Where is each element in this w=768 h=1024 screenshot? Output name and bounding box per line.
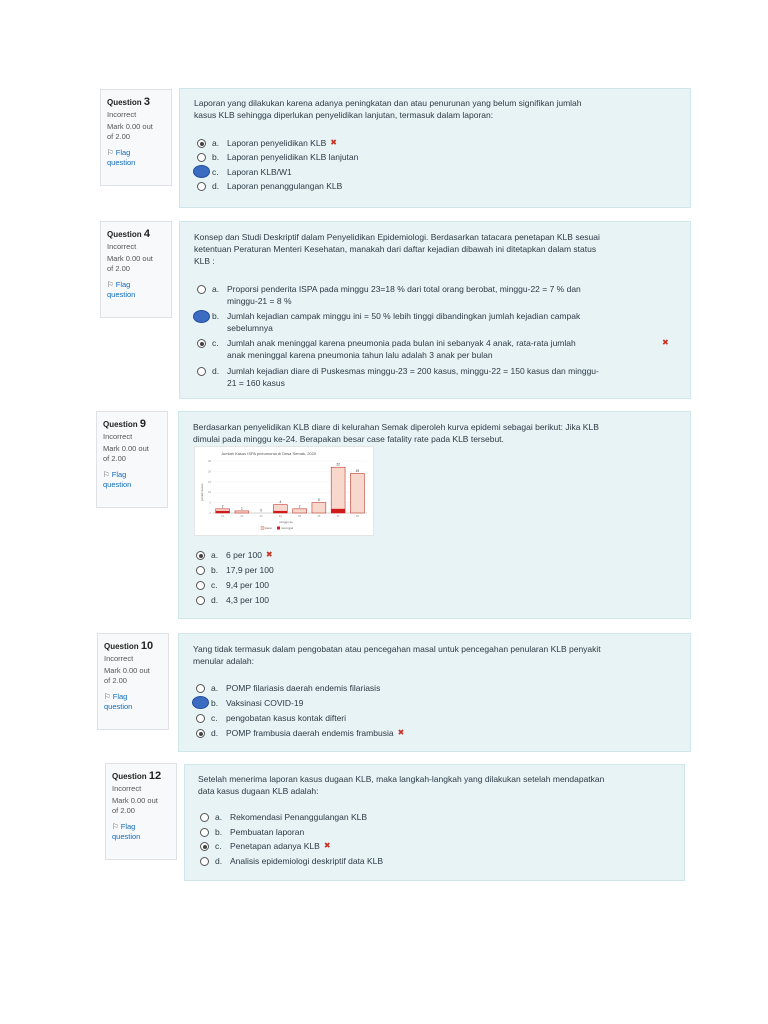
flag-icon: ⚐ [104,692,111,701]
answer-radio-a[interactable] [200,813,209,822]
chart-data-label: 1 [240,506,243,511]
flag-question-link[interactable]: ⚐ Flag question [103,470,132,489]
answer-radio-b[interactable] [193,310,210,323]
question-grade: Mark 0.00 out of 2.00 [107,254,153,273]
question-content-12 [184,764,685,881]
incorrect-icon: ✖ [330,138,337,147]
chart-ytick-label: 20 [208,470,211,474]
question-text: Yang tidak termasuk dalam pengobatan atau pencegahan masal untuk pencegahan penularan KLB penyakit menular adalah: [193,644,601,666]
chart-title: Jumlah Kasus ISPA pneumonia di Desa Semak, 2020 [221,451,317,456]
chart-bar-kasus [312,503,326,513]
chart-ytick-label: 25 [208,460,211,463]
chart-xtick-label: 25 [298,515,302,518]
question-text: Laporan yang dilakukan karena adanya peningkatan dan atau penurunan yang belum signifikan jumlah kasus KLB sehingga diperlukan penyelidikan lanjutan, termasuk dalam laporan: [194,98,582,120]
chart-ytick-label: 0 [209,512,211,515]
answer-option-b[interactable]: b. Vaksinasi COVID-19 [211,698,304,708]
answer-radio-c[interactable] [196,714,205,723]
chart-bar-kasus [293,509,307,513]
incorrect-icon: ✖ [323,841,331,850]
flag-question-link[interactable]: ⚐ Flag question [104,692,133,711]
question-number: Question 9 [103,418,147,430]
chart-legend-label-meninggal: meninggal [281,527,293,530]
chart-legend-swatch-kasus [261,527,264,530]
chart-ytick-label: 15 [208,480,211,484]
answer-radio-c[interactable] [197,339,206,348]
answer-radio-d[interactable] [197,367,206,376]
question-content-3 [179,88,691,208]
answer-option-d[interactable]: d. 4,3 per 100 [211,595,270,605]
answer-option-d[interactable]: d. POMP frambusia daerah endemis frambusia ✖ [211,728,405,738]
answer-radio-b[interactable] [196,566,205,575]
answer-option-a[interactable]: a. Laporan penyelidikan KLB ✖ [212,138,337,148]
chart-legend-swatch-meninggal [277,527,280,530]
question-number: Question 4 [107,228,151,240]
question-state: Incorrect [112,784,142,793]
question-content-10 [178,633,691,752]
chart-xlabel: minggu ke [279,520,293,524]
chart-bar-meninggal [216,511,230,513]
answer-option-a[interactable]: a. 6 per 100 ✖ [211,550,273,560]
chart-bar-kasus [235,511,249,513]
chart-ytick-label: 10 [208,491,211,495]
chart-bar-kasus [331,467,345,513]
question-state: Incorrect [103,432,133,441]
answer-option-c[interactable]: c. Laporan KLB/W1 [212,167,292,177]
chart-xtick-label: 22 [240,515,244,518]
question-info-4 [100,221,172,318]
chart-svg [195,447,373,535]
answer-option-b[interactable]: b. Jumlah kejadian campak minggu ini = 50 % lebih tinggi dibandingkan jumlah kejadian campak sebelumnya [212,311,581,333]
question-info-9 [96,411,168,508]
answer-radio-a[interactable] [196,684,205,693]
chart-ytick-label: 5 [209,501,211,505]
flag-question-link[interactable]: ⚐ Flag question [107,148,136,167]
flag-question-link[interactable]: ⚐ Flag question [107,280,136,299]
answer-radio-c[interactable] [196,581,205,590]
question-text: Konsep dan Studi Deskriptif dalam Penyelidikan Epidemiologi. Berdasarkan tatacara penetapan KLB sesuai ketentuan Peraturan Menteri Kesehatan, manakah dari daftar kejadian dibawah ini ditetapkan dalam status KLB : [194,232,600,266]
answer-option-c[interactable]: c. 9,4 per 100 [211,580,270,590]
chart-xtick-label: 27 [336,515,340,518]
chart-xtick-label: 28 [355,515,359,518]
answer-option-c[interactable]: c. Penetapan adanya KLB ✖ [215,841,331,851]
question-info-12 [105,763,177,860]
answer-option-a[interactable]: a. Proporsi penderita ISPA pada minggu 23=18 % dari total orang berobat, minggu-22 = 7 % dan minggu-21 = 8 % [212,284,581,306]
answer-radio-b[interactable] [197,153,206,162]
chart-bar-meninggal [331,509,345,513]
question-grade: Mark 0.00 out of 2.00 [107,122,153,141]
question-info-3 [100,89,172,186]
question-content-4 [179,221,691,399]
answer-radio-d[interactable] [197,182,206,191]
incorrect-icon: ✖ [397,728,405,737]
incorrect-icon: ✖ [662,338,669,347]
answer-option-a[interactable]: a. Rekomendasi Penanggulangan KLB [215,812,368,822]
incorrect-icon: ✖ [265,550,273,559]
answer-radio-a[interactable] [196,551,205,560]
question-text: Berdasarkan penyelidikan KLB diare di kelurahan Semak diperoleh kurva epidemi sebagai berikut: Jika KLB dimulai pada minggu ke-24. Berapakan besar case fatality rate pada KLB tersebut. [193,422,599,444]
answer-radio-c[interactable] [200,842,209,851]
answer-radio-d[interactable] [200,857,209,866]
answer-radio-d[interactable] [196,596,205,605]
answer-option-d[interactable]: d. Jumlah kejadian diare di Puskesmas minggu-23 = 200 kasus, minggu-22 = 150 kasus dan minggu- 21 = 160 kasus [212,366,599,388]
answer-option-b[interactable]: b. Laporan penyelidikan KLB lanjutan [212,152,359,162]
answer-radio-b[interactable] [200,828,209,837]
answer-radio-a[interactable] [197,139,206,148]
question-info-10 [97,633,169,730]
answer-option-d[interactable]: d. Laporan penanggulangan KLB [212,181,343,191]
chart-data-label: 5 [317,498,320,503]
question-grade: Mark 0.00 out of 2.00 [103,444,149,463]
chart-data-label: 22 [336,462,340,467]
question-number: Question 3 [107,96,151,108]
chart-xtick-label: 21 [221,515,225,518]
chart-ylabel: jumlah kasus [200,483,204,501]
epidemic-curve-chart [194,446,374,536]
answer-option-d[interactable]: d. Analisis epidemiologi deskriptif data KLB [215,856,384,866]
chart-data-label: 2 [221,504,224,509]
chart-bar-kasus [350,473,364,513]
question-number: Question 12 [112,770,162,782]
question-state: Incorrect [107,110,137,119]
flag-icon: ⚐ [112,822,119,831]
chart-bar-meninggal [273,511,287,513]
answer-option-c[interactable]: c. Jumlah anak meninggal karena pneumonia pada bulan ini sebanyak 4 anak, rata-rata jumlah anak meninggal karena pneumonia tahun lalu adalah 3 anak per bulan [212,338,576,360]
chart-data-label: 0 [260,508,263,513]
chart-xtick-label: 24 [278,515,282,518]
answer-option-c[interactable]: c. pengobatan kasus kontak difteri [211,713,347,723]
flag-question-link[interactable]: ⚐ Flag question [112,822,141,841]
question-state: Incorrect [107,242,137,251]
answer-option-a[interactable]: a. POMP filariasis daerah endemis filariasis [211,683,381,693]
answer-radio-a[interactable] [197,285,206,294]
flag-icon: ⚐ [103,470,110,479]
question-state: Incorrect [104,654,134,663]
question-text: Setelah menerima laporan kasus dugaan KLB, maka langkah-langkah yang dilakukan setelah mendapatkan data kasus dugaan KLB adalah: [198,774,605,796]
answer-radio-c[interactable] [193,165,210,178]
question-number: Question 10 [104,640,154,652]
chart-xtick-label: 26 [317,515,321,518]
answer-option-b[interactable]: b. 17,9 per 100 [211,565,274,575]
flag-icon: ⚐ [107,148,114,157]
chart-legend-label-kasus: kasus [265,527,272,530]
chart-data-label: 19 [355,468,360,473]
answer-radio-d[interactable] [196,729,205,738]
chart-data-label: 2 [298,504,301,509]
answer-option-b[interactable]: b. Pembuatan laporan [215,827,305,837]
flag-icon: ⚐ [107,280,114,289]
chart-data-label: 4 [279,500,282,505]
question-grade: Mark 0.00 out of 2.00 [104,666,150,685]
question-grade: Mark 0.00 out of 2.00 [112,796,158,815]
chart-xtick-label: 23 [259,515,263,518]
answer-radio-b[interactable] [192,696,209,709]
